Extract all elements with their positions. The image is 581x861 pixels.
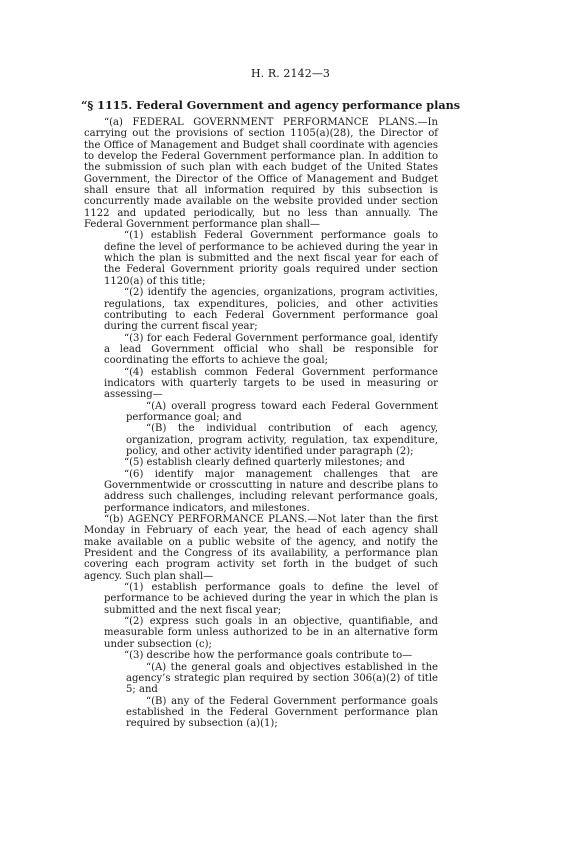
document-body bbox=[84, 117, 438, 730]
paragraph-a-6: “(6) identify major management challenges that are Governmentwide or crosscutting in nature and describe plans to address such challenges, including relevant performance goals, performance indicators, and milestones. bbox=[104, 468, 438, 514]
subsection-b-intro: “(b) AGENCY PERFORMANCE PLANS.—Not later than the first Monday in February of each year, the head of each agency shall make available on a public website of the agency, and notify the President and the Congress of its availability, a performance plan covering each program activity set forth in the budget of such agency. Such plan shall— bbox=[84, 514, 438, 582]
paragraph-a-3: “(3) for each Federal Government performance goal, identify a lead Government official who shall be responsible for coordinating the efforts to achieve the goal; bbox=[104, 332, 438, 367]
page-header: H. R. 2142—3 bbox=[250, 67, 331, 80]
paragraph-a-2: “(2) identify the agencies, organizations, program activities, regulations, tax expenditures, policies, and other activities contributing to each Federal Government performance goal during the current fiscal year; bbox=[104, 287, 438, 333]
paragraph-b-2: “(2) express such goals in an objective, quantifiable, and measurable form unless authorized to be in an alternative form under subsection (c); bbox=[104, 616, 438, 650]
section-heading: “§ 1115. Federal Government and agency performance plans bbox=[81, 98, 461, 112]
paragraph-b-3: “(3) describe how the performance goals contribute to— bbox=[124, 650, 413, 662]
subparagraph-a-4-A: “(A) overall progress toward each Federal Government performance goal; and bbox=[126, 400, 438, 423]
subparagraph-a-4-B: “(B) the individual contribution of each agency, organization, program activity, regulation, tax expenditure, policy, and other activity identified under paragraph (2); bbox=[126, 423, 438, 457]
paragraph-b-1: “(1) establish performance goals to define the level of performance to be achieved during the year in which the plan is submitted and the next fiscal year; bbox=[104, 582, 438, 616]
paragraph-a-5: “(5) establish clearly defined quarterly milestones; and bbox=[124, 457, 405, 469]
subparagraph-b-3-A: “(A) the general goals and objectives established in the agency’s strategic plan required by section 306(a)(2) of title 5; and bbox=[126, 661, 438, 696]
subparagraph-b-3-B: “(B) any of the Federal Government performance goals established in the Federal Government performance plan required by subsection (a)(1); bbox=[126, 695, 438, 730]
paragraph-a-1: “(1) establish Federal Government performance goals to define the level of performance to be achieved during the year in which the plan is submitted and the next fiscal year for each of the Federal Government priority goals required under section 1120(a) of this title; bbox=[104, 230, 438, 287]
paragraph-a-4: “(4) establish common Federal Government performance indicators with quarterly targets to be used in measuring or assessing— bbox=[104, 366, 438, 401]
subsection-a-intro: “(a) FEDERAL GOVERNMENT PERFORMANCE PLANS.—In carrying out the provisions of section 1105(a)(28), the Director of the Office of Management and Budget shall coordinate with agencies to develop the Federal Government performance plan. In addition to the submission of such plan with each budget of the United States Government, the Director of the Office of Management and Budget shall ensure that all information required by this subsection is concurrently made available on the website provided under section 1122 and updated periodically, but no less than annually. The Federal Government performance plan shall— bbox=[84, 117, 438, 231]
